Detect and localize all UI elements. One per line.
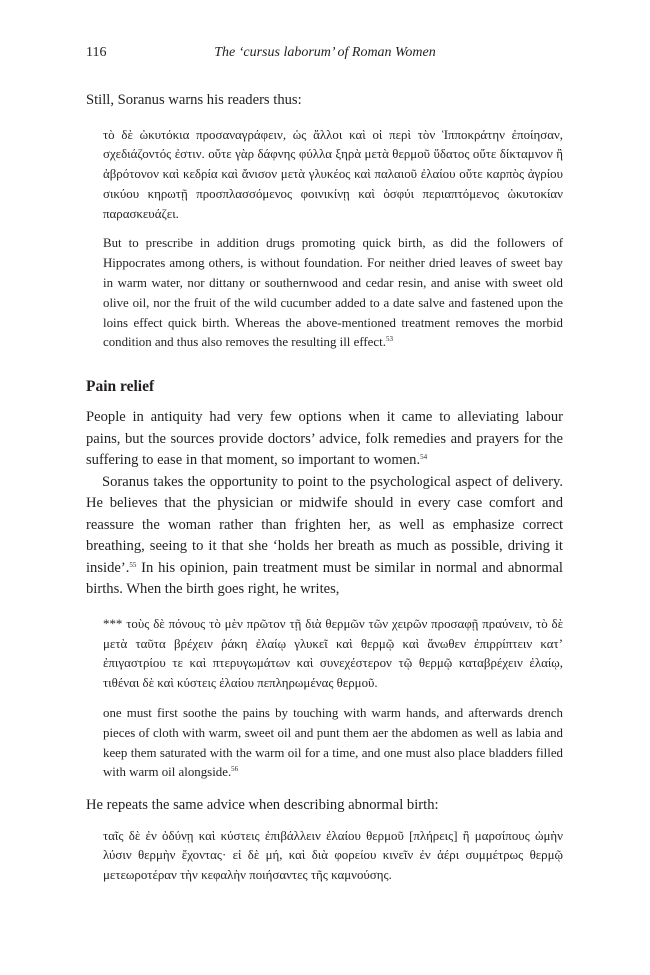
main-text	[86, 90, 563, 886]
translation-text: But to prescribe in addition drugs promoting quick birth, as did the followers of Hippocrates among others, is without foundation. For neither dried leaves of sweet bay in warm water, nor dittany or southernwood and cedar resin, and anise with sweet old olive oil, nor the fruit of the wild cucumber added to a date salve and fastened upon the loins effect quick birth. Whereas the above-mentioned treatment removes the morbid condition and thus also removes the resulting ill effect.	[103, 236, 563, 350]
running-title: The ‘cursus laborum’ of Roman Women	[214, 45, 436, 60]
footnote-ref: 56	[231, 765, 239, 774]
greek-quote-1: τὸ δὲ ὠκυτόκια προσαναγράφειν, ὡς ἄλλοι καὶ οἱ περὶ τὸν Ἱπποκράτην ἐποίησαν, σχεδιάζοντός ἐστιν. οὔτε γὰρ δάφνης φύλλα ξηρὰ μετὰ θερμοῦ ὕδατος οὔτε δίκταμνον ἢ ἀβρότονον καὶ κεδρία καὶ ἄνισον μετὰ γλυκέος καὶ παλαιοῦ ἐλαίου οὔτε καρπὸς ἀγρίου σικύου κηρωτῇ προσπλασσόμενος φοινικίνῃ καὶ ὀσφύι περιαπτόμενος ὠκυτοκίαν παρασκευάζει.	[103, 127, 563, 221]
paragraph-3: He repeats the same advice when describing abnormal birth:	[86, 797, 439, 814]
page-number: 116	[86, 45, 107, 60]
running-header	[86, 44, 564, 62]
translation-quote-2	[103, 704, 563, 783]
paragraph-2	[86, 472, 563, 601]
greek-quote-3: ταῖς δὲ ἐν ὀδύνῃ καὶ κύστεις ἐπιβάλλειν ἐλαίου θερμοῦ [πλήρεις] ἢ μαρσίπους ὠμὴν λύσιν θερμὴν ἔχοντας· εἰ δὲ μή, καὶ διὰ φορείου κινεῖν ἐν ἀέρι συμμέτρως θερμῷ μετεωροτέραν τὴν κεφαλὴν ποιήσαντες τῆς καμνούσης.	[103, 828, 563, 883]
translation-quote-1	[103, 234, 563, 353]
paragraph-text: In his opinion, pain treatment must be similar in normal and abnormal births. When the birth goes right, he writes,	[86, 559, 563, 598]
paragraph-1	[86, 407, 563, 472]
section-heading: Pain relief	[86, 378, 155, 396]
greek-quote-2: *** τοὺς δὲ πόνους τὸ μὲν πρῶτον τῇ διὰ θερμῶν τῶν χειρῶν προσαφῇ πραύνειν, τὸ δὲ μετὰ ταῦτα βρέχειν ῥάκη ἐλαίῳ γλυκεῖ καὶ θερμῷ καὶ ἄνωθεν ἐπιρρίπτειν κατ’ ἐπιγαστρίου τε καὶ πτερυγωμάτων καὶ συνεχέστερον τῷ θερμῷ καταβρέχειν ἐλαίῳ, τιθέναι δὲ καὶ κύστεις ἐλαίου πεπληρωμένας θερμοῦ.	[103, 616, 563, 691]
footnote-ref: 55	[129, 560, 137, 569]
paragraph-text: Soranus takes the opportunity to point to the psychological aspect of delivery. He believes that the physician or midwife should in every case comfort and reassure the woman rather than frighten her, as well as emphasize correct breathing, seeing to it that she ‘holds her breath as much as possible, driving it inside’.	[86, 473, 563, 576]
footnote-ref: 54	[420, 453, 428, 462]
translation-text: one must first soothe the pains by touching with warm hands, and afterwards drench pieces of cloth with warm, sweet oil and punt them aer the abdomen as well as labia and keep them saturated with the warm oil for a time, and one must also place bladders filled with warm oil alongside.	[103, 705, 563, 780]
footnote-ref: 53	[385, 335, 393, 344]
paragraph-text: People in antiquity had very few options when it came to alleviating labour pains, but the sources provide doctors’ advice, folk remedies and prayers for the suffering to ease in that moment, so important to women.	[86, 409, 563, 469]
intro-paragraph: Still, Soranus warns his readers thus:	[86, 92, 302, 108]
